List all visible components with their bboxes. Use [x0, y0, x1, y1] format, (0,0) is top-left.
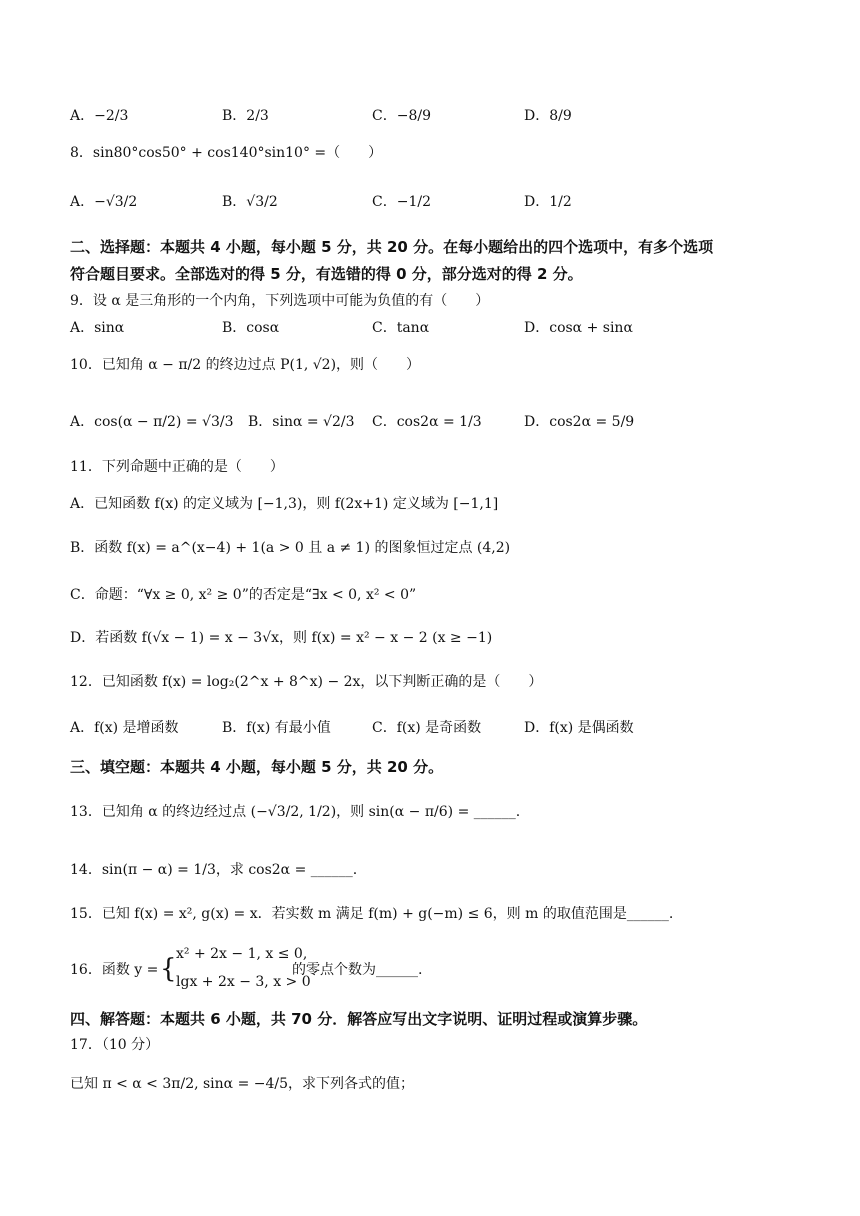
q7-option-a: A．−2/3	[70, 108, 129, 124]
q10-stem: 10．已知角 α − π/2 的终边过点 P(1, √2)，则（ ）	[70, 357, 421, 373]
q8-option-c: C．−1/2	[372, 194, 431, 210]
section4-heading: 四、解答题：本题共 6 小题，共 70 分．解答应写出文字说明、证明过程或演算步骤。	[70, 1010, 648, 1028]
q8-option-a: A．−√3/2	[70, 194, 138, 210]
q9-option-c: C．tanα	[372, 320, 430, 336]
q10-option-a: A．cos(α − π/2) = √3/3	[70, 414, 234, 430]
q9-option-b: B．cosα	[222, 320, 280, 336]
q7-option-b: B．2/3	[222, 108, 269, 124]
q11-stem: 11．下列命题中正确的是（ ）	[70, 459, 284, 475]
q10-option-d: D．cos2α = 5/9	[524, 414, 635, 430]
q12-option-c: C．f(x) 是奇函数	[372, 720, 482, 736]
q14: 14．sin(π − α) = 1/3，求 cos2α = ______.	[70, 862, 358, 878]
q9-stem: 9．设 α 是三角形的一个内角，下列选项中可能为负值的有（ ）	[70, 293, 490, 309]
q16-case2: lgx + 2x − 3, x > 0	[176, 974, 311, 990]
q15: 15．已知 f(x) = x², g(x) = x．若实数 m 满足 f(m) + g(−m) ≤ 6，则 m 的取值范围是______.	[70, 906, 674, 922]
q17-label: 17．（10 分）	[70, 1037, 160, 1053]
q12-option-b: B．f(x) 有最小值	[222, 720, 331, 736]
q16-suffix: 的零点个数为______.	[292, 962, 423, 978]
section2-heading-line2: 符合题目要求。全部选对的得 5 分，有选错的得 0 分，部分选对的得 2 分。	[70, 265, 583, 283]
q9-option-d: D．cosα + sinα	[524, 320, 633, 336]
q7-option-c: C．−8/9	[372, 108, 431, 124]
q8-option-d: D．1/2	[524, 194, 572, 210]
section2-heading-line1: 二、选择题：本题共 4 小题，每小题 5 分，共 20 分。在每小题给出的四个选项中，有多个选项	[70, 238, 714, 256]
q10-option-c: C．cos2α = 1/3	[372, 414, 482, 430]
q12-option-d: D．f(x) 是偶函数	[524, 720, 634, 736]
q8-stem: 8．sin80°cos50° + cos140°sin10° =（ ）	[70, 145, 383, 161]
section3-heading: 三、填空题：本题共 4 小题，每小题 5 分，共 20 分。	[70, 758, 444, 776]
q8-option-b: B．√3/2	[222, 194, 278, 210]
q12-stem: 12．已知函数 f(x) = log₂(2^x + 8^x) − 2x，以下判断正确的是（ ）	[70, 674, 543, 690]
q11-option-c: C．命题：“∀x ≥ 0, x² ≥ 0”的否定是“∃x < 0, x² < 0”	[70, 587, 417, 603]
q7-option-d: D．8/9	[524, 108, 572, 124]
q12-option-a: A．f(x) 是增函数	[70, 720, 179, 736]
q17-text: 已知 π < α < 3π/2, sinα = −4/5，求下列各式的值；	[70, 1076, 415, 1092]
q16-brace: {	[160, 954, 177, 984]
q10-option-b: B．sinα = √2/3	[248, 414, 355, 430]
q11-option-d: D．若函数 f(√x − 1) = x − 3√x，则 f(x) = x² − x − 2 (x ≥ −1)	[70, 630, 493, 646]
q16-prefix: 16．函数 y =	[70, 962, 159, 978]
q16-case1: x² + 2x − 1, x ≤ 0,	[176, 946, 308, 962]
q11-option-a: A．已知函数 f(x) 的定义域为 [−1,3)，则 f(2x+1) 定义域为 [−1,1]	[70, 496, 499, 512]
q11-option-b: B．函数 f(x) = a^(x−4) + 1(a > 0 且 a ≠ 1) 的图象恒过定点 (4,2)	[70, 540, 511, 556]
q13: 13．已知角 α 的终边经过点 (−√3/2, 1/2)，则 sin(α − π/6) = ______.	[70, 804, 521, 820]
q9-option-a: A．sinα	[70, 320, 125, 336]
